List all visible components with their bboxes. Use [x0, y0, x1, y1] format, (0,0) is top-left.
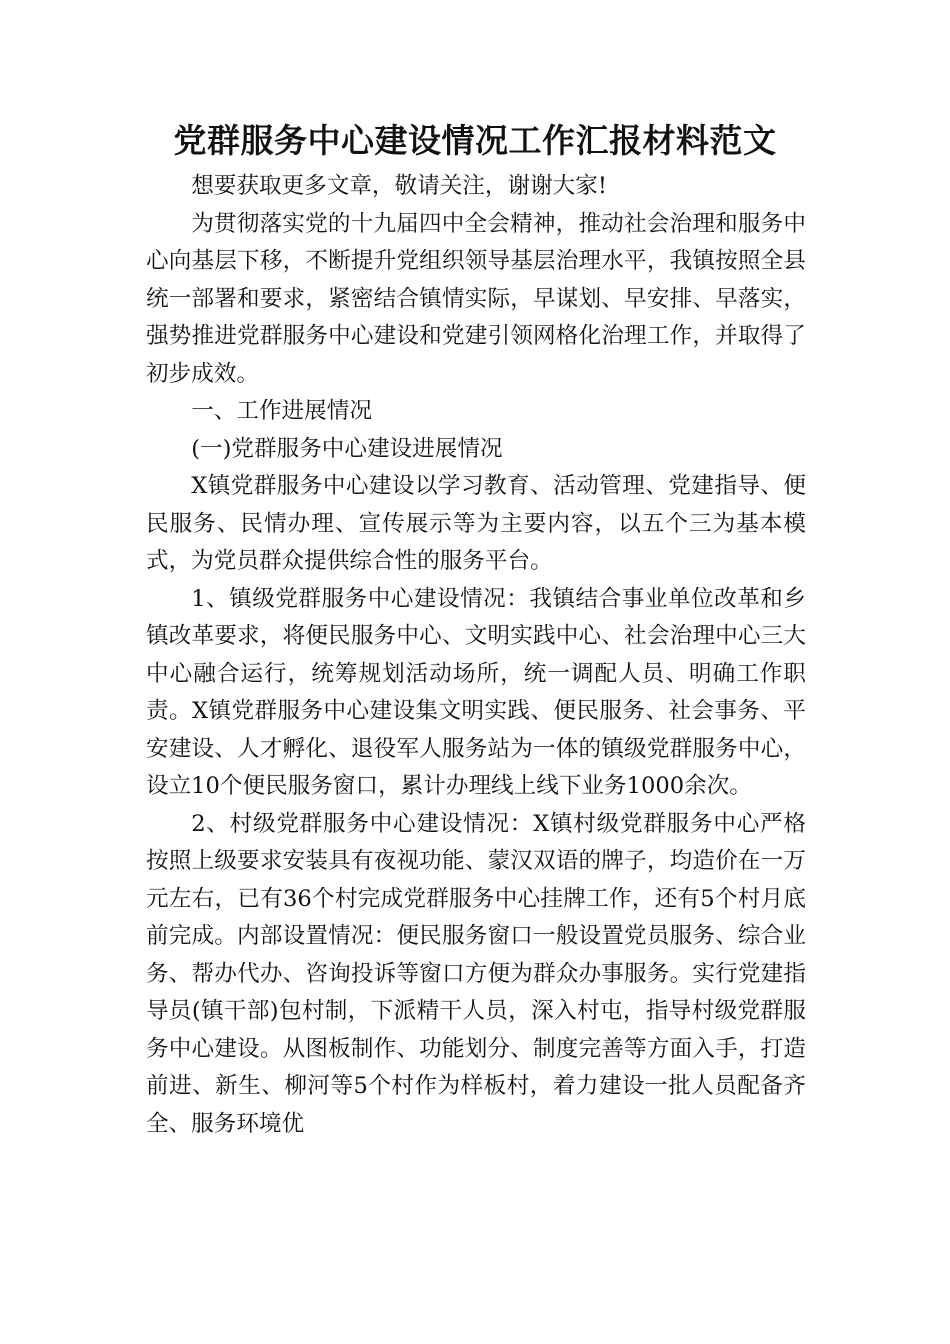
document-body	[146, 168, 806, 1143]
document-title: 党群服务中心建设情况工作汇报材料范文	[173, 121, 777, 160]
paragraph-town-level: 1、镇级党群服务中心建设情况：我镇结合事业单位改革和乡镇改革要求，将便民服务中心、文明实践中心、社会治理中心三大中心融合运行，统筹规划活动场所，统一调配人员、明确工作职责。X镇党群服务中心建设集文明实践、便民服务、社会事务、平安建设、人才孵化、退役军人服务站为一体的镇级党群服务中心，设立10个便民服务窗口，累计办理线上线下业务1000余次。	[146, 585, 806, 799]
section-heading: 一、工作进展情况	[191, 398, 372, 424]
paragraph-overview: X镇党群服务中心建设以学习教育、活动管理、党建指导、便民服务、民情办理、宣传展示等为主要内容，以五个三为基本模式，为党员群众提供综合性的服务平台。	[146, 473, 806, 574]
paragraph-village-level: 2、村级党群服务中心建设情况：X镇村级党群服务中心严格按照上级要求安装具有夜视功能、蒙汉双语的牌子，均造价在一万元左右，已有36个村完成党群服务中心挂牌工作，还有5个村月底前完成。内部设置情况：便民服务窗口一般设置党员服务、综合业务、帮办代办、咨询投诉等窗口方便为群众办事服务。实行党建指导员(镇干部)包村制，下派精干人员，深入村屯，指导村级党群服务中心建设。从图板制作、功能划分、制度完善等方面入手，打造前进、新生、柳河等5个村作为样板村，着力建设一批人员配备齐全、服务环境优	[146, 810, 806, 1137]
subsection-heading: (一)党群服务中心建设进展情况	[191, 435, 503, 462]
paragraph-background: 为贯彻落实党的十九届四中全会精神，推动社会治理和服务中心向基层下移，不断提升党组织领导基层治理水平，我镇按照全县统一部署和要求，紧密结合镇情实际，早谋划、早安排、早落实，强势推进党群服务中心建设和党建引领网格化治理工作，并取得了初步成效。	[146, 210, 806, 387]
paragraph-intro: 想要获取更多文章，敬请关注，谢谢大家!	[191, 173, 607, 199]
